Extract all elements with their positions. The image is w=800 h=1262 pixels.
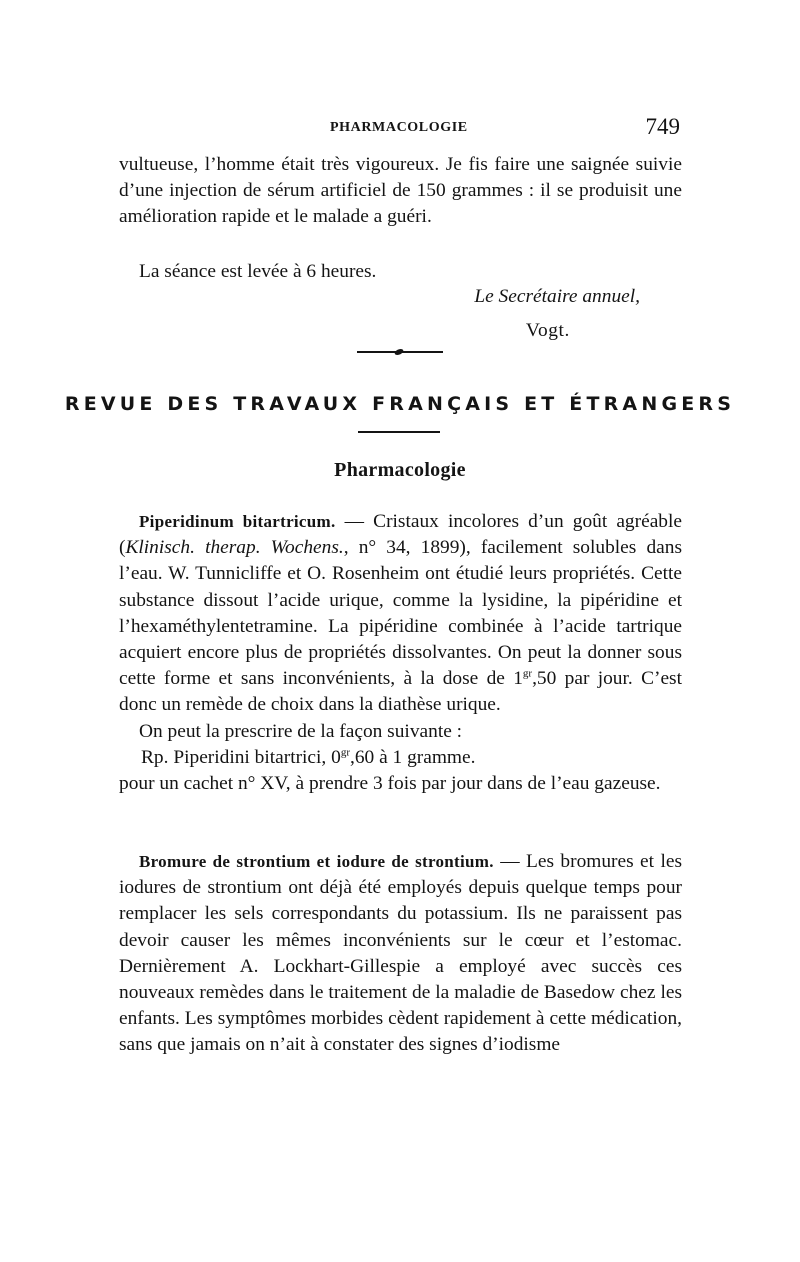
article-text: Les bromures et les iodures de strontium ont déjà été employés depuis quelque temps pour remplacer les sels correspondants du potassium. Ils ne paraissent pas devoir causer les mêmes inconvénients sur le cœur et l’estomac. Dernièrement A. Lockhart-Gillespie a employé avec succès ces nouveaux remèdes dans le traitement de la maladie de Basedow chez les enfants. Les symptômes morbides cèdent rapidement à cette médication, sans que jamais on n’ait à constater des signes d’iodisme xyxy=(119,851,682,1056)
article-title: Piperidinum bitartricum. xyxy=(139,512,336,531)
article-title: Bromure de strontium et iodure de strontium. xyxy=(139,852,494,871)
adjournment-block xyxy=(119,259,682,285)
running-header xyxy=(120,114,680,144)
section-rule xyxy=(358,431,440,433)
article-paragraph xyxy=(119,849,682,1059)
prescription-continuation: pour un cachet n° XV, à prendre 3 fois par jour dans de l’eau gazeuse. xyxy=(119,773,661,795)
prescription-intro: On peut la prescrire de la façon suivante : xyxy=(139,720,463,742)
article-strontium xyxy=(119,849,682,1059)
continued-paragraph: vultueuse, l’homme était très vigoureux. Je fis faire une saignée suivie d’une injection de sérum artificiel de 150 grammes : il se produisit une amélioration rapide et le malade a guéri. xyxy=(119,154,682,228)
article-separator: — xyxy=(493,851,527,872)
article-text: ,50 par jour. C’est donc un remède de choix dans la diathèse urique. xyxy=(119,668,682,716)
signature-role: Le Secrétaire annuel, xyxy=(474,286,640,307)
signature-name: Vogt. xyxy=(525,320,570,341)
article-text: Cristaux incolores d’un goût agréable ( xyxy=(119,511,682,559)
running-title: PHARMACOLOGIE xyxy=(330,120,468,135)
article-separator: — xyxy=(335,511,374,532)
prescription-line xyxy=(119,745,682,771)
section-ornament xyxy=(357,349,443,355)
page-number: 749 xyxy=(645,114,680,139)
article-text: , n° 34, 1899), facilement solubles dans l’eau. W. Tunnicliffe et O. Rosenheim ont étudié leurs propriétés. Cette substance dissout l’acide urique, comme la lysidine, la pipéridine et l’hexaméthylentetramine. La pipéridine combinée à l’acide tartrique acquiert encore plus de propriétés dissolvantes. On peut la donner sous cette forme et sans inconvénients, à la dose de 1 xyxy=(119,537,682,690)
sub-heading: Pharmacologie xyxy=(334,459,466,481)
journal-title: Klinisch. therap. Wochens. xyxy=(125,537,344,559)
prescription-unit: gr xyxy=(340,746,350,759)
prescription-text: Rp. Piperidini bitartrici, 0 xyxy=(141,746,341,768)
article-paragraph xyxy=(119,509,682,719)
article-piperidinum xyxy=(119,509,682,797)
dose-unit: gr xyxy=(522,667,533,680)
prescription-text: ,60 à 1 gramme. xyxy=(349,746,476,768)
continued-paragraph-block xyxy=(119,152,682,231)
section-heading: REVUE DES TRAVAUX FRANÇAIS ET ÉTRANGERS xyxy=(64,393,736,415)
adjournment-line: La séance est levée à 6 heures. xyxy=(139,261,377,282)
